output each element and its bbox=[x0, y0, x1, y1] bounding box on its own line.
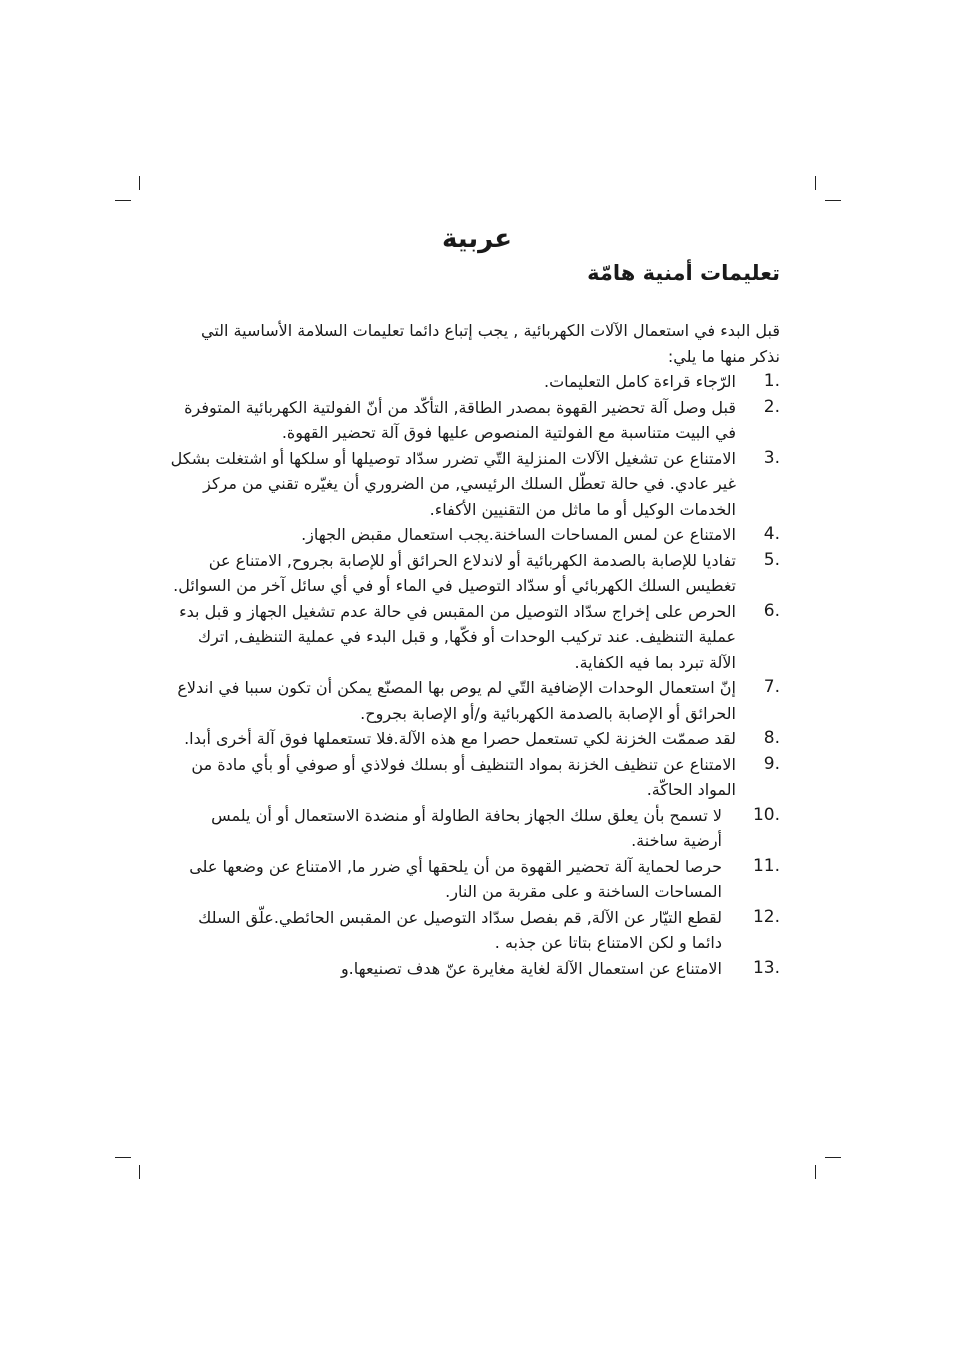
list-item bbox=[168, 548, 780, 599]
list-item bbox=[168, 675, 780, 726]
item-text: لقد صممّت الخزنة لكي تستعمل حصرا مع هذه الآلة.فلا تستعملها فوق آلة أخرى أبدا. bbox=[184, 729, 736, 748]
section-title: تعليمات أمنية هامّة bbox=[587, 261, 780, 285]
item-number: 10. bbox=[752, 804, 780, 825]
crop-mark-bottom-right-vertical bbox=[815, 1165, 816, 1179]
item-number: 1. bbox=[763, 371, 780, 391]
item-number: 3. bbox=[763, 447, 780, 468]
crop-mark-bottom-left-vertical bbox=[139, 1165, 140, 1179]
item-text: الرّجاء قراءة كامل التعليمات. bbox=[544, 372, 736, 391]
item-text: الامتناع عن تشغيل الآلات المنزلية التّي تضرر سدّاد توصيلها أو سلكها أو اشتغلت بشكل غير عادي. في حالة تعطّل السلك الرئيسي, من الضروري أن يغيّره تقني من مركز الخدمات الوكيل أو ما ماثل من التقنيين الأكفاء. bbox=[170, 448, 736, 519]
item-number: 8. bbox=[763, 728, 780, 748]
item-text: لقطع التيّار عن الآلة, قم بفصل سدّاد التوصيل عن المقبس الحائطي.علّق السلك دائما و لكن الامتناع بتاتا عن جذبه . bbox=[198, 907, 722, 952]
item-text: قبل وصل آلة تحضير القهوة بمصدر الطاقة, التأكّد من أنّ الفولتية الكهربائية المتوفرة في البيت متناسبة مع الفولتية المنصوص عليها فوق آلة تحضير القهوة. bbox=[184, 397, 736, 442]
list-item bbox=[168, 369, 780, 395]
list-item bbox=[168, 752, 780, 803]
item-text: تفاديا للإصابة بالصدمة الكهربائية أو لاندلاع الحرائق أو للإصابة بجروح, الامتناع عن تغطيس السلك الكهربائي أو سدّاد التوصيل في الماء أو في أي سائل آخر من السوائل. bbox=[173, 550, 736, 595]
item-number: 13. bbox=[752, 957, 780, 978]
list-item bbox=[168, 395, 780, 446]
crop-mark-bottom-left-horizontal bbox=[115, 1157, 131, 1158]
instructions-body bbox=[168, 318, 780, 981]
safety-instructions-list bbox=[168, 369, 780, 981]
item-text: الامتناع عن استعمال الآلة لغاية مغايرة عنّ هدف تصنيعها.و bbox=[340, 958, 722, 978]
crop-mark-bottom-right-horizontal bbox=[825, 1157, 841, 1158]
item-text: الحرص على إخراج سدّاد التوصيل من المقبس في حالة عدم تشغيل الجهاز و قبل بدء عملية التنظيف. عند تركيب الوحدات أو فكّها, و قبل البدء في عملية التنظيف, اترك الآلة تبرد بما فيه الكفاية. bbox=[179, 601, 736, 672]
item-number: 7. bbox=[763, 677, 780, 697]
item-text: لا تسمح بأن يعلق سلك الجهاز بحافة الطاولة أو منضدة الاستعمال أو أن يلمس أرضية ساخنة. bbox=[211, 805, 722, 850]
item-number: 5. bbox=[763, 549, 780, 570]
list-item bbox=[168, 803, 780, 854]
list-item bbox=[168, 854, 780, 905]
list-item bbox=[168, 599, 780, 676]
item-number: 12. bbox=[752, 906, 780, 927]
language-title: عربية bbox=[441, 224, 513, 254]
list-item bbox=[168, 522, 780, 548]
crop-mark-top-right-vertical bbox=[815, 176, 816, 190]
item-number: 4. bbox=[763, 524, 780, 544]
item-number: 9. bbox=[763, 753, 780, 774]
item-text: إنّ استعمال الوحدات الإضافية التّي لم يوص بها المصنّع يمكن أن تكون سببا في اندلاع الحرائق أو الإصابة بالصدمة الكهربائية و/أو الإصابة بجروح. bbox=[177, 678, 736, 723]
crop-mark-top-right-horizontal bbox=[825, 200, 841, 201]
list-item bbox=[168, 956, 780, 982]
crop-mark-top-left-horizontal bbox=[115, 200, 131, 201]
intro-paragraph: قبل البدء في استعمال الآلات الكهربائية , يجب إتباع دائما تعليمات السلامة الأساسية التي نذكر منها ما يلي: bbox=[200, 321, 780, 366]
list-item bbox=[168, 446, 780, 523]
item-text: الامتناع عن لمس المساحات الساخنة.يجب استعمال مقبض الجهاز. bbox=[301, 525, 736, 544]
list-item bbox=[168, 905, 780, 956]
list-item bbox=[168, 726, 780, 752]
item-number: 6. bbox=[763, 600, 780, 621]
item-text: الامتناع عن تنظيف الخزنة بمواد التنظيف أو بسلك فولاذي أو صوفي أو بأي مادة من المواد الحاكّة. bbox=[191, 754, 736, 799]
item-number: 2. bbox=[763, 396, 780, 417]
item-text: حرصا لحماية آلة تحضير القهوة من أن يلحقها أي ضرر ما, الامتناع عن وضعها على المساحات الساخنة و على مقربة من النار. bbox=[189, 856, 722, 901]
item-number: 11. bbox=[752, 855, 780, 876]
crop-mark-top-left-vertical bbox=[139, 176, 140, 190]
